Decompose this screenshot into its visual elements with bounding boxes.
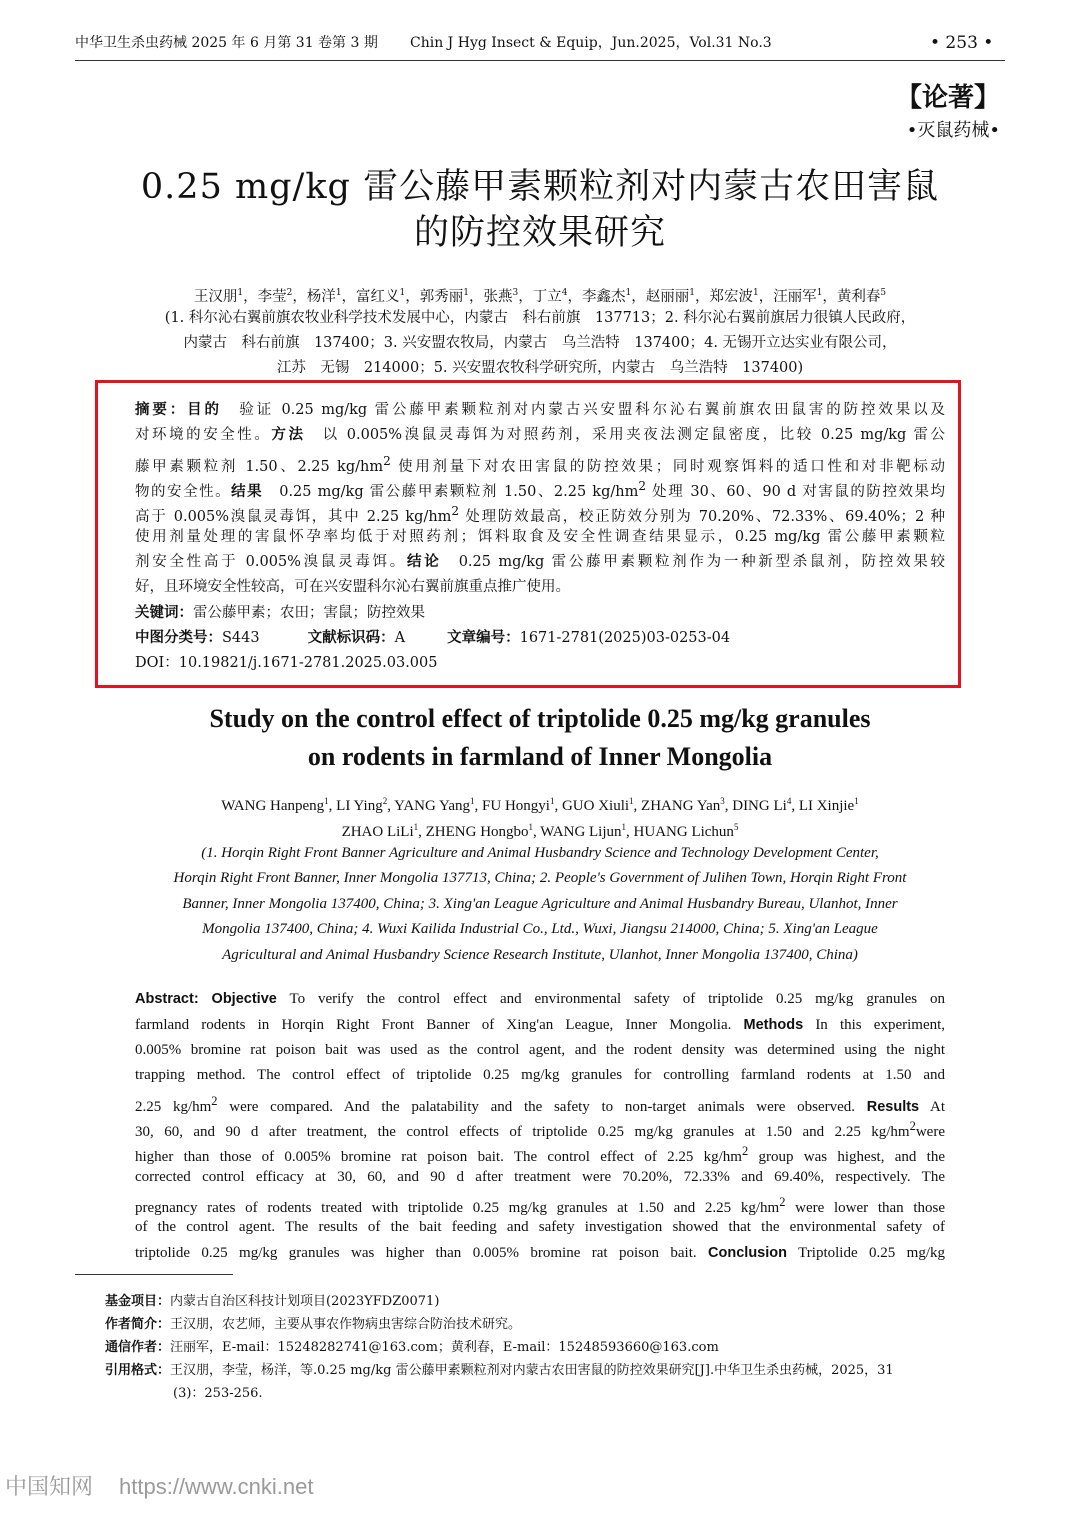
author-name: 郑宏波 [709,288,753,305]
abstract-cn-line: 高于 0.005%溴鼠灵毒饵，其中 2.25 $kg/hm^2$ 处理防效最高，校正防效分别为 70.20%、72.33%、69.40%；2 种 [135,504,945,525]
author-affiliation-mark: 5 [880,288,887,298]
watermark-site: 中国知网 [5,1475,94,1500]
author-affiliation-mark: 2 [382,796,388,806]
objective-en-label: Objective [211,991,277,1007]
affiliation-chinese-line: (1. 科尔沁右翼前旗农牧业科学技术发展中心，内蒙古 科右前旗 137713；2. 科尔沁右翼前旗居力很镇人民政府， [164,310,916,326]
keywords-value: 雷公藤甲素；农田；害鼠；防控效果 [193,605,425,621]
title-chinese-line: 的防控效果研究 [413,213,666,253]
author-name: 汪丽军 [773,288,817,305]
objective-label: 目的 [187,402,222,418]
author-name: 赵丽丽 [645,288,690,305]
abstract-en-line: farmland rodents in Horqin Right Front Banner of Xing'an League, Inner Mongolia. Methods In this experiment, [135,1017,945,1033]
journal-header: 中华卫生杀虫药械 2025 年 6 月第 31 卷第 3 期 [75,35,378,51]
author-affiliation-mark: 1 [335,288,342,298]
author-affiliation-mark: 1 [470,796,475,806]
cnki-watermark [5,1470,313,1501]
author-name: ZHANG Yan [641,798,721,814]
watermark-url[interactable]: https://www.cnki.net [119,1474,314,1499]
authors-english-line: ZHAO LiLi$^1$, ZHENG Hongbo$^1$, WANG Lijun$^1$, HUANG Lichun$^5$ [341,822,739,840]
keywords-cn [135,601,945,626]
article-category: 【论著】 [895,83,1000,113]
abstract-cn-line: 对环境的安全性。方法 以 0.005%溴鼠灵毒饵为对照药剂，采用夹夜法测定鼠密度，比较 0.25 mg/kg 雷公 [135,427,945,443]
author-affiliation-mark: 1 [816,288,823,298]
author-affiliation-mark: 1 [528,822,534,832]
conclusion-label: 结论 [407,554,442,570]
affiliation-english-line: (1. Horqin Right Front Banner Agriculture and Animal Husbandry Science and Technology Development Center, [201,845,879,861]
abstract-en-line: Abstract: Objective To verify the control effect and environmental safety of triptolide 0.25 mg/kg granules on [135,991,945,1007]
footnote-author: 作者简介：王汉朋，农艺师，主要从事农作物病虫害综合防治技术研究。 [105,1317,522,1332]
conclusion-en-label: Conclusion [708,1245,787,1261]
author-name: 王汉朋 [193,288,238,305]
author-name: 杨洋 [306,288,336,305]
affiliation-english-line: Agricultural and Animal Husbandry Science Research Institute, Ulanhot, Inner Mongolia 137400, China) [222,947,858,963]
author-name: GUO Xiuli [561,798,630,814]
author-affiliation-mark: 1 [463,288,470,298]
author-affiliation-mark: 1 [752,288,759,298]
author-name: 丁立 [532,288,562,305]
author-name: ZHAO LiLi [341,824,414,840]
author-affiliation-mark: 1 [324,796,329,806]
abstract-en-line: 30, 60, and 90 d after treatment, the control effects of triptolide 0.25 mg/kg granules at 1.50 and 2.25 $kg/hm^2were$ [135,1119,945,1140]
abstract-cn-line: 物的安全性。结果 0.25 mg/kg 雷公藤甲素颗粒剂 1.50、2.25 $kg/hm^2$ 处理 30、60、90 d 对害鼠的防控效果均 [135,479,945,500]
title-english-line: on rodents in farmland of Inner Mongolia [307,742,773,771]
abstract-en-line: of the control agent. The results of the bait feeding and safety investigation showed that the environmental safety of [135,1219,945,1235]
footnote-correspondence: 通信作者：汪丽军，E-mail：15248282741@163.com；黄利春，E-mail：15248593660@163.com [105,1340,719,1355]
author-name: 张燕 [483,288,513,305]
author-affiliation-mark: 5 [733,822,739,832]
abstract-en-line: 0.005% bromine rat poison bait was used as the control agent, and the rodent density was determined using the night [135,1042,945,1058]
keywords-label: 关键词： [135,605,193,621]
author-name: 李莹 [257,288,287,305]
methods-en-label: Methods [743,1017,804,1033]
affiliation-chinese-line: 内蒙古 科右前旗 137400；3. 兴安盟农牧局，内蒙古 乌兰浩特 137400；4. 无锡开立达实业有限公司， [183,335,897,351]
abstract-cn-line: 使用剂量处理的害鼠怀孕率均低于对照药剂；饵料取食及安全性调查结果显示，0.25 mg/kg 雷公藤甲素颗粒 [135,529,945,545]
author-affiliation-mark: 3 [512,288,519,298]
classification-line: 中图分类号：S443 文献标识码：A 文章编号：1671-2781(2025)03-0253-04 [135,630,731,646]
author-affiliation-mark: 1 [629,796,634,806]
author-affiliation-mark: 4 [561,288,568,298]
authors-english-line: WANG Hanpeng$^1$, LI Ying$^2$, YANG Yang$^1$, FU Hongyi$^1$, GUO Xiuli$^1$, ZHANG Yan$^3$, DING Li$^4$, LI Xinjie$^1$ [221,796,859,814]
author-affiliation-mark: 1 [854,796,859,806]
abstract-cn-line: 摘要：目的 验证 0.25 mg/kg 雷公藤甲素颗粒剂对内蒙古兴安盟科尔沁右翼前旗农田鼠害的防控效果以及 [135,402,945,418]
title-chinese [75,164,1005,256]
abstract-cn-line: 剂安全性高于 0.005%溴鼠灵毒饵。结论 0.25 mg/kg 雷公藤甲素颗粒剂作为一种新型杀鼠剂，防控效果较 [135,554,945,570]
abstract-en-label: Abstract: [135,991,199,1007]
page-number: • 253 • [930,33,994,53]
results-label: 结果 [231,483,264,500]
author-affiliation-mark: 1 [399,288,406,298]
author-affiliation-mark: 1 [621,822,627,832]
author-name: LI Ying [336,798,383,814]
title-chinese-line: 0.25 mg/kg 雷公藤甲素颗粒剂对内蒙古农田害鼠 [140,167,940,207]
author-name: FU Hongyi [482,798,550,814]
affiliation-english-line: Banner, Inner Mongolia 137400, China; 3. Xing'an League Agriculture and Animal Husbandry Bureau, Ulanhot, Inner [182,896,898,912]
affiliation-chinese-line: 江苏 无锡 214000；5. 兴安盟农牧科学研究所，内蒙古 乌兰浩特 137400) [276,360,804,376]
abstract-en-line: trapping method. The control effect of triptolide 0.25 mg/kg granules for controlling farmland rodents at 1.50 and [135,1067,945,1083]
author-affiliation-mark: 1 [237,288,244,298]
affiliation-english-line: Horqin Right Front Banner, Inner Mongolia 137713, China; 2. People's Government of Julihen Town, Horqin Right Front [173,870,907,886]
title-english-line: Study on the control effect of triptolide 0.25 mg/kg granules [209,704,871,733]
header-rule [75,60,1005,61]
author-name: 李鑫杰 [581,288,626,305]
footnote-citation-cont: (3)：253-256. [173,1386,263,1401]
abstract-en-line: corrected control efficacy at 30, 60, and 90 d after treatment were 70.20%, 72.33% and 69.40%, respectively. The [135,1169,945,1185]
abstract-en-line: pregnancy rates of rodents treated with triptolide 0.25 mg/kg granules at 1.50 and 2.25 $kg/hm^2$ were lower than those [135,1195,945,1216]
author-affiliation-mark: 1 [413,822,419,832]
author-name: WANG Hanpeng [221,798,325,814]
footnote-fund: 基金项目：内蒙古自治区科技计划项目(2023YFDZ0071) [105,1294,440,1309]
abstract-cn-line: 好，且环境安全性较高，可在兴安盟科尔沁右翼前旗重点推广使用。 [135,579,570,595]
doi[interactable]: DOI：10.19821/j.1671-2781.2025.03.005 [135,655,438,671]
journal-header-en: Chin J Hyg Insect & Equip，Jun.2025，Vol.31 No.3 [410,35,772,51]
title-english [75,700,1005,776]
author-name: WANG Lijun [540,824,622,840]
author-affiliation-mark: 1 [625,288,632,298]
author-name: 郭秀丽 [419,288,464,305]
author-name: LI Xinjie [798,798,855,814]
results-en-label: Results [866,1099,920,1115]
abstract-en-line: 2.25 $kg/hm^2$ were compared. And the palatability and the safety to non-target animals were observed. Results At [135,1094,945,1115]
author-name: YANG Yang [394,798,471,814]
affiliation-english-line: Mongolia 137400, China; 4. Wuxi Kailida Industrial Co., Ltd., Wuxi, Jiangsu 214000, China; 5. Xing'an League [202,921,878,937]
author-affiliation-mark: 3 [720,796,725,806]
author-affiliation-mark: 1 [689,288,695,298]
author-name: ZHENG Hongbo [425,824,529,840]
methods-label: 方法 [271,427,306,443]
author-name: HUANG Lichun [633,824,734,840]
abstract-label: 摘要： [135,402,188,418]
abstract-en-line: higher than those of 0.005% bromine rat poison bait. The control effect of 2.25 $kg/hm^2$ group was highest, and the [135,1144,945,1165]
author-name: 黄利春 [836,288,881,305]
author-name: 富红义 [356,288,400,305]
abstract-cn-line: 藤甲素颗粒剂 1.50、2.25 $kg/hm^2$ 使用剂量下对农田害鼠的防控效果；同时观察饵料的适口性和对非靶标动 [135,454,945,475]
abstract-en-line: triptolide 0.25 mg/kg granules was higher than 0.005% bromine rat poison bait. Conclusion Triptolide 0.25 mg/kg [135,1245,945,1261]
author-name: DING Li [732,798,787,814]
author-affiliation-mark: 4 [786,796,792,806]
author-affiliation-mark: 2 [286,288,293,298]
author-affiliation-mark: 1 [549,796,555,806]
article-subcategory: •灭鼠药械• [906,120,1000,141]
footnote-rule [75,1274,233,1275]
authors-chinese: 王汉朋$^1$，李莹$^2$，杨洋$^1$，富红义$^1$，郭秀丽$^1$，张燕$^3$，丁立$^4$，李鑫杰$^1$，赵丽丽$^1$，郑宏波$^1$，汪丽军$^1$，黄利春$^5$ [193,288,887,305]
footnote-citation: 引用格式：王汉朋，李莹，杨洋，等.0.25 mg/kg 雷公藤甲素颗粒剂对内蒙古农田害鼠的防控效果研究[J].中华卫生杀虫药械，2025，31 [105,1363,894,1378]
